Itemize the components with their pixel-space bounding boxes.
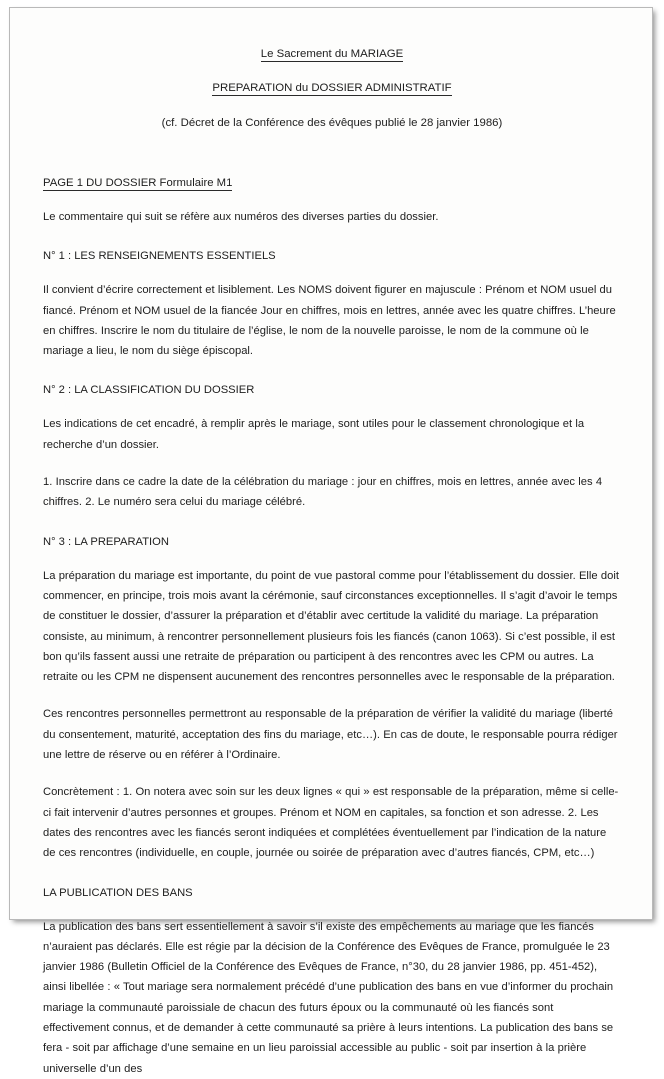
document-text-body (43, 35, 621, 1075)
document-title-text: Le Sacrement du MARIAGE (260, 48, 404, 60)
section-heading-2: N° 2 : LA CLASSIFICATION DU DOSSIER (43, 384, 255, 397)
section-2-paragraph-1: Les indications de cet encadré, à remplir après le mariage, sont utiles pour le classement chronologique et la recherche d’un dossier. (43, 418, 585, 451)
document-title (43, 41, 621, 68)
section-1-paragraph-1: Il convient d’écrire correctement et lisiblement. Les NOMS doivent figurer en majuscule : Prénom et NOM usuel du fiancé. Prénom et NOM usuel de la fiancée Jour en chiffres, mois en lettres, année avec les quatre chiffres. L’heure en chiffres. Inscrire le nom du titulaire de l’église, le nom de la nouvelle paroisse, le nom de la commune où le mariage a lieu, le nom du siège épiscopal. (43, 284, 616, 358)
document-page (9, 7, 653, 1075)
section-heading-1: N° 1 : LES RENSEIGNEMENTS ESSENTIELS (43, 250, 276, 263)
document-subtitle-text: PREPARATION du DOSSIER ADMINISTRATIF (212, 82, 452, 94)
document-subtitle (43, 75, 621, 102)
section-4-paragraph-1: La publication des bans sert essentiellement à savoir s’il existe des empêchements au mariage que les fiancés n’auraient pas déclarés. Elle est régie par la décision de la Conférence des Evêques de France, promulguée le 23 janvier 1986 (Bulletin Officiel de la Conférence des Evêques de France, n°30, du 28 janvier 1986, pp. 451-452), ainsi libellée : « Tout mariage sera normalement précédé d’une publication des bans en vue d’informer du prochain mariage la communauté paroissiale de chacun des futurs époux ou la communauté où les fiancés sont effectivement connus, et de demander à cette communauté sa prière à leurs intentions. La publication des bans se fera - soit par affichage d’une semaine en un lieu paroissial accessible au public - soit par insertion à la prière universelle d’un des (43, 920, 614, 1075)
intro-paragraph: Le commentaire qui suit se réfère aux numéros des diverses parties du dossier. (43, 211, 439, 223)
section-3-paragraph-3: Concrètement : 1. On notera avec soin sur les deux lignes « qui » est responsable de la préparation, même si celle-ci fait intervenir d’autres personnes et groupes. Prénom et NOM en capitales, sa fonction et son adresse. 2. Les dates des rencontres avec les fiancés seront indiquées et complétées éventuellement par l’indication de la nature de ces rencontres (individuelle, en couple, journée ou soirée de préparation avec d’autres fiancés, CPM, etc…) (43, 786, 619, 860)
section-heading-3: N° 3 : LA PREPARATION (43, 535, 169, 548)
section-3-paragraph-2: Ces rencontres personnelles permettront au responsable de la préparation de vérifier la validité du mariage (liberté du consentement, maturité, acceptation des fins du mariage, etc…). En cas de doute, le responsable pourra rédiger une lettre de réserve ou en référer à l’Ordinaire. (43, 708, 618, 762)
page-heading (43, 175, 621, 191)
section-heading-4: LA PUBLICATION DES BANS (43, 886, 193, 899)
document-reference-note: (cf. Décret de la Conférence des évêques publié le 28 janvier 1986) (161, 117, 503, 129)
section-3-paragraph-1: La préparation du mariage est importante, du point de vue pastoral comme pour l’établissement du dossier. Elle doit commencer, en principe, trois mois avant la cérémonie, sauf circonstances exceptionnelles. Il s’agit d’avoir le temps de constituer le dossier, d’assurer la préparation et d’établir avec certitude la validité du mariage. La préparation consiste, au minimum, à rencontrer personnellement plusieurs fois les fiancés (canon 1063). Si c’est possible, il est bon qu’ils fassent aussi une retraite de préparation ou participent à des rencontres avec les CPM ou autres. La retraite ou les CPM ne dispensent aucunement des rencontres personnelles avec le responsable de la préparation. (43, 569, 619, 684)
page-heading-text: PAGE 1 DU DOSSIER Formulaire M1 (43, 177, 233, 189)
section-2-paragraph-2: 1. Inscrire dans ce cadre la date de la célébration du mariage : jour en chiffres, mois en lettres, année avec les 4 chiffres. 2. Le numéro sera celui du mariage célébré. (43, 476, 603, 509)
